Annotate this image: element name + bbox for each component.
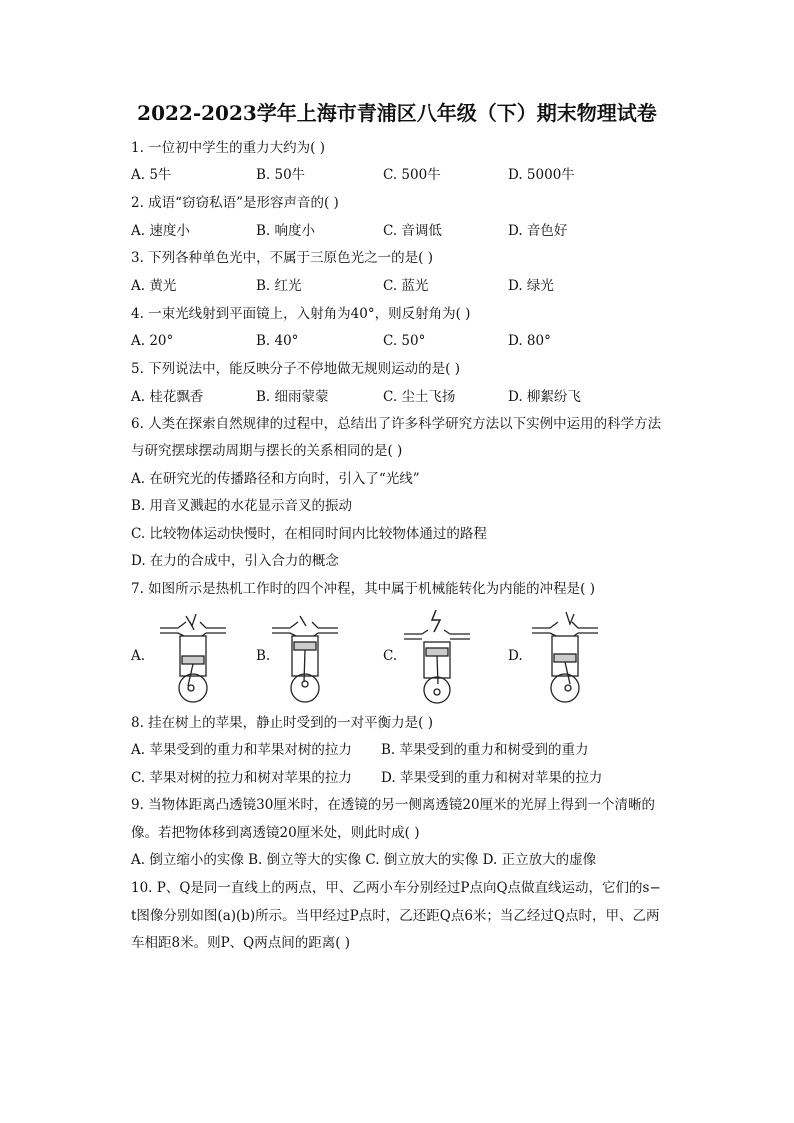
option-d-label: D.	[508, 648, 523, 664]
option-d: D. 5000牛	[508, 167, 575, 183]
option-d: D. 音色好	[508, 223, 568, 239]
option-a: A. 桂花飘香	[131, 389, 204, 405]
question-stem-continued: t图像分别如图(a)(b)所示。当甲经过P点时，乙还距Q点6米；当乙经过Q点时，甲、乙两	[131, 908, 660, 924]
option-a: A. 5牛	[131, 167, 172, 183]
question-stem: 8. 挂在树上的苹果，静止时受到的一对平衡力是( )	[131, 715, 433, 731]
engine-stroke-b-diagram	[270, 608, 340, 704]
option-c: C. 50°	[383, 333, 426, 349]
question-stem: 9. 当物体距离凸透镜30厘米时，在透镜的另一侧离透镜20厘米的光屏上得到一个清晰的	[131, 797, 656, 813]
engine-stroke-c-diagram	[402, 608, 472, 704]
question-stem: 2. 成语“窃窃私语”是形容声音的( )	[131, 195, 339, 211]
option-c: C. 500牛	[383, 167, 441, 183]
option-c: C. 比较物体运动快慢时，在相同时间内比较物体通过的路程	[131, 526, 487, 542]
page-title: 2022-2023学年上海市青浦区八年级（下）期末物理试卷	[137, 101, 657, 125]
question-stem-continued: 像。若把物体移到离透镜20厘米处，则此时成( )	[131, 825, 420, 841]
question-stem: 4. 一束光线射到平面镜上，入射角为40°，则反射角为( )	[131, 306, 471, 322]
option-b: B. 细雨蒙蒙	[256, 389, 329, 405]
engine-stroke-d-diagram	[530, 608, 600, 704]
option-c: C. 苹果对树的拉力和树对苹果的拉力	[131, 770, 352, 786]
option-c: C. 蓝光	[383, 278, 429, 294]
option-a: A. 20°	[131, 333, 174, 349]
option-d: D. 苹果受到的重力和树对苹果的拉力	[381, 770, 603, 786]
option-c: C. 尘土飞扬	[383, 389, 456, 405]
options-row: A. 倒立缩小的实像 B. 倒立等大的实像 C. 倒立放大的实像 D. 正立放大的虚像	[131, 852, 597, 868]
option-b: B. 红光	[256, 278, 302, 294]
option-c-label: C.	[383, 648, 398, 664]
question-stem: 7. 如图所示是热机工作时的四个冲程，其中属于机械能转化为内能的冲程是( )	[131, 581, 595, 597]
option-d: D. 绿光	[508, 278, 554, 294]
option-c: C. 音调低	[383, 223, 442, 239]
option-d: D. 80°	[508, 333, 551, 349]
option-b: B. 40°	[256, 333, 299, 349]
option-a: A. 苹果受到的重力和苹果对树的拉力	[131, 742, 352, 758]
question-stem: 6. 人类在探索自然规律的过程中，总结出了许多科学研究方法以下实例中运用的科学方法	[131, 416, 662, 432]
option-b: B. 响度小	[256, 223, 316, 239]
option-a: A. 速度小	[131, 223, 190, 239]
option-b: B. 50牛	[256, 167, 306, 183]
option-b: B. 用音叉溅起的水花显示音叉的振动	[131, 498, 353, 514]
question-stem: 10. P、Q是同一直线上的两点，甲、乙两小车分别经过P点向Q点做直线运动，它们的s−	[131, 880, 661, 896]
option-a-label: A.	[131, 648, 146, 664]
question-stem-continued: 与研究摆球摆动周期与摆长的关系相同的是( )	[131, 443, 403, 459]
question-stem: 1. 一位初中学生的重力大约为( )	[131, 140, 325, 156]
option-b: B. 苹果受到的重力和树受到的重力	[381, 742, 589, 758]
option-b-label: B.	[256, 648, 271, 664]
question-stem: 3. 下列各种单色光中，不属于三原色光之一的是( )	[131, 250, 433, 266]
question-stem-continued-2: 车相距8米。则P、Q两点间的距离( )	[131, 935, 351, 951]
option-d: D. 在力的合成中，引入合力的概念	[131, 553, 339, 569]
question-stem: 5. 下列说法中，能反映分子不停地做无规则运动的是( )	[131, 361, 460, 377]
engine-stroke-a-diagram	[158, 608, 228, 704]
option-d: D. 柳絮纷飞	[508, 389, 581, 405]
option-a: A. 在研究光的传播路径和方向时，引入了“光线”	[131, 471, 420, 487]
option-a: A. 黄光	[131, 278, 177, 294]
